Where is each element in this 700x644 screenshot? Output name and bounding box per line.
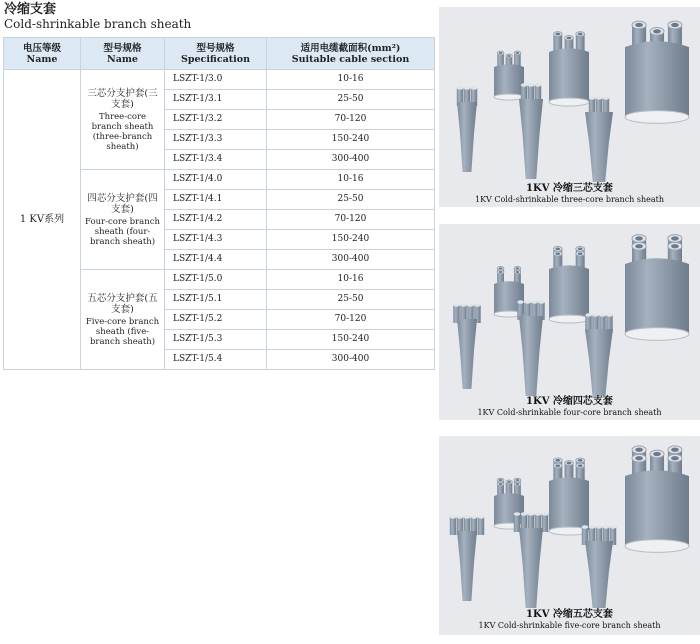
table-row: [4, 70, 435, 90]
header-spec: 型号规格 Specification: [165, 38, 267, 70]
sheath-large: [625, 446, 689, 552]
spec-cell: LSZT-1/3.2: [165, 110, 267, 130]
header-model: 型号规格 Name: [81, 38, 165, 70]
caption-cn: 1KV 冷缩五芯支套: [526, 609, 613, 620]
spec-cell: LSZT-1/4.4: [165, 250, 267, 270]
header-level: 电压等级 Name: [4, 38, 81, 70]
spec-cell: LSZT-1/3.1: [165, 90, 267, 110]
section-cell: 150-240: [267, 330, 435, 350]
model-name-en: Four-core branch sheath (four-branch sheath): [85, 216, 160, 247]
photo-panel-four-core: [439, 224, 700, 420]
caption-cn: 1KV 冷缩四芯支套: [526, 396, 613, 407]
sheath-medium: [549, 458, 589, 535]
spec-table: [3, 37, 435, 370]
header-section: 适用电缆截面积(mm²) Suitable cable section: [267, 38, 435, 70]
table-header-row: [4, 38, 435, 70]
photo-caption: [439, 396, 700, 418]
sheath-small-1: [450, 515, 484, 601]
model-name-cn: 四芯分支护套(四支套): [87, 192, 158, 215]
sheath-medium: [549, 246, 589, 323]
sheath-slim: [519, 83, 543, 179]
spec-cell: LSZT-1/4.2: [165, 210, 267, 230]
sheath-large: [625, 235, 689, 341]
three-core-sheath-photo: [439, 7, 700, 187]
model-name-en: Three-core branch sheath (three-branch sheath): [91, 111, 154, 152]
model-name-cn: 三芯分支护套(三支套): [87, 87, 158, 110]
five-core-sheath-photo: [439, 436, 700, 608]
spec-cell: LSZT-1/4.1: [165, 190, 267, 210]
sheath-large: [625, 21, 689, 123]
sheath-slim: [517, 300, 544, 396]
section-cell: 10-16: [267, 70, 435, 90]
sheath-tall: [585, 313, 613, 396]
caption-en: 1KV Cold-shrinkable five-core branch sheath: [478, 621, 661, 630]
sheath-small-2: [494, 51, 524, 100]
sheath-small-1: [457, 86, 477, 172]
section-cell: 25-50: [267, 190, 435, 210]
title-cn: 冷缩支套: [4, 2, 57, 17]
spec-cell: LSZT-1/5.3: [165, 330, 267, 350]
section-cell: 150-240: [267, 230, 435, 250]
model-name-cn: 五芯分支护套(五支套): [87, 292, 158, 315]
sheath-tall: [585, 96, 613, 182]
model-name-cell: [81, 270, 165, 370]
page-title: [4, 2, 191, 31]
four-core-sheath-photo: [439, 224, 700, 396]
section-cell: 25-50: [267, 90, 435, 110]
section-cell: 10-16: [267, 170, 435, 190]
voltage-level-cell: 1 KV系列: [4, 70, 81, 370]
sheath-medium: [549, 32, 589, 106]
sheath-tall: [582, 525, 616, 608]
caption-en: 1KV Cold-shrinkable three-core branch sheath: [474, 195, 664, 204]
photo-panel-five-core: [439, 436, 700, 635]
section-cell: 70-120: [267, 310, 435, 330]
photo-caption: [439, 609, 700, 631]
spec-cell: LSZT-1/5.0: [165, 270, 267, 290]
section-cell: 70-120: [267, 110, 435, 130]
section-cell: 10-16: [267, 270, 435, 290]
model-name-cell: [81, 170, 165, 270]
model-name-cell: [81, 70, 165, 170]
caption-cn: 1KV 冷缩三芯支套: [526, 183, 613, 194]
section-cell: 25-50: [267, 290, 435, 310]
spec-cell: LSZT-1/3.0: [165, 70, 267, 90]
photo-panel-three-core: [439, 7, 700, 207]
spec-cell: LSZT-1/3.3: [165, 130, 267, 150]
spec-cell: LSZT-1/4.3: [165, 230, 267, 250]
model-name-en: Five-core branch sheath (five-branch sheath): [85, 316, 160, 347]
spec-cell: LSZT-1/5.2: [165, 310, 267, 330]
sheath-small-1: [453, 303, 480, 389]
title-en: Cold-shrinkable branch sheath: [4, 17, 192, 31]
photo-caption: [439, 183, 700, 205]
spec-body: [4, 70, 435, 370]
section-cell: 300-400: [267, 350, 435, 370]
spec-cell: LSZT-1/5.4: [165, 350, 267, 370]
caption-en: 1KV Cold-shrinkable four-core branch sheath: [477, 408, 662, 417]
spec-cell: LSZT-1/4.0: [165, 170, 267, 190]
spec-cell: LSZT-1/3.4: [165, 150, 267, 170]
section-cell: 300-400: [267, 150, 435, 170]
section-cell: 150-240: [267, 130, 435, 150]
section-cell: 70-120: [267, 210, 435, 230]
section-cell: 300-400: [267, 250, 435, 270]
sheath-slim: [514, 512, 548, 608]
spec-cell: LSZT-1/5.1: [165, 290, 267, 310]
